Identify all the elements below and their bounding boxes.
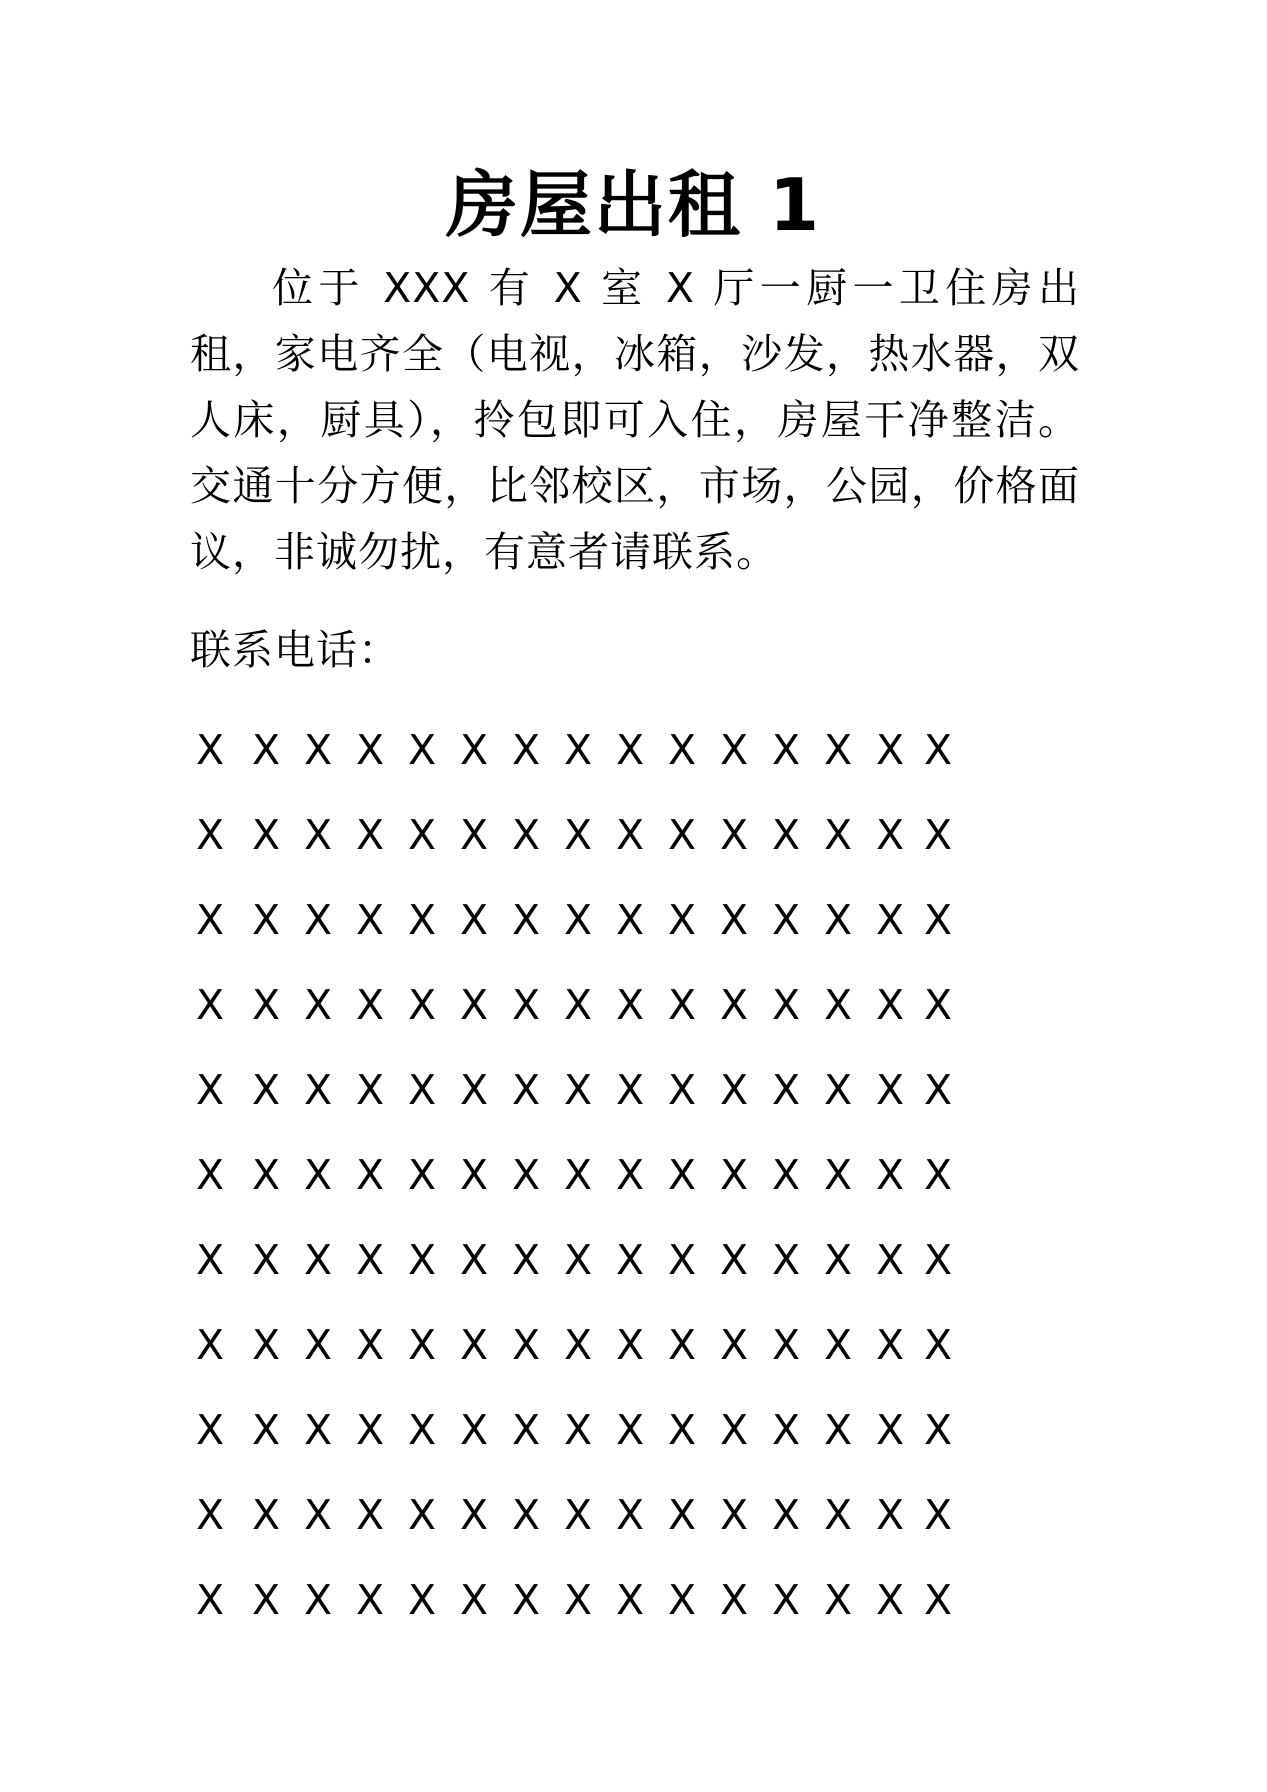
- grid-cell: X: [459, 1321, 489, 1369]
- grid-cell: X: [615, 1491, 645, 1539]
- grid-cell: X: [875, 1066, 905, 1114]
- grid-cell: X: [615, 896, 645, 944]
- grid-row: [190, 805, 1070, 890]
- grid-cell: X: [667, 1236, 697, 1284]
- grid-cell: X: [459, 1236, 489, 1284]
- grid-cell: X: [195, 896, 225, 944]
- grid-cell: X: [303, 1066, 333, 1114]
- grid-cell: X: [251, 1576, 281, 1624]
- grid-cell: X: [923, 1576, 953, 1624]
- grid-row: [190, 975, 1070, 1060]
- grid-cell: X: [823, 1066, 853, 1114]
- grid-cell: X: [355, 1406, 385, 1454]
- grid-cell: X: [563, 1491, 593, 1539]
- grid-cell: X: [407, 1406, 437, 1454]
- grid-cell: X: [511, 1151, 541, 1199]
- grid-cell: X: [355, 1491, 385, 1539]
- grid-cell: X: [303, 1321, 333, 1369]
- grid-cell: X: [355, 726, 385, 774]
- grid-cell: X: [195, 1321, 225, 1369]
- grid-cell: X: [251, 1151, 281, 1199]
- grid-cell: X: [615, 1576, 645, 1624]
- grid-cell: X: [511, 1406, 541, 1454]
- grid-cell: X: [195, 1151, 225, 1199]
- grid-cell: X: [195, 1236, 225, 1284]
- grid-cell: X: [823, 1321, 853, 1369]
- grid-cell: X: [303, 1406, 333, 1454]
- grid-cell: X: [355, 896, 385, 944]
- grid-cell: X: [615, 1151, 645, 1199]
- grid-cell: X: [195, 726, 225, 774]
- grid-cell: X: [355, 981, 385, 1029]
- grid-cell: X: [251, 981, 281, 1029]
- grid-cell: X: [875, 726, 905, 774]
- grid-cell: X: [407, 1491, 437, 1539]
- grid-cell: X: [355, 1151, 385, 1199]
- grid-cell: X: [771, 1236, 801, 1284]
- grid-cell: X: [407, 1576, 437, 1624]
- document-title: 房屋出租 1: [445, 163, 822, 247]
- grid-cell: X: [459, 811, 489, 859]
- grid-cell: X: [195, 811, 225, 859]
- grid-cell: X: [823, 726, 853, 774]
- grid-cell: X: [923, 1406, 953, 1454]
- grid-cell: X: [771, 726, 801, 774]
- grid-cell: X: [303, 1151, 333, 1199]
- grid-cell: X: [771, 1576, 801, 1624]
- grid-cell: X: [195, 981, 225, 1029]
- grid-cell: X: [823, 1576, 853, 1624]
- grid-cell: X: [563, 811, 593, 859]
- grid-cell: X: [875, 811, 905, 859]
- grid-cell: X: [459, 1066, 489, 1114]
- grid-row: [190, 1400, 1070, 1485]
- grid-cell: X: [771, 981, 801, 1029]
- grid-cell: X: [875, 1236, 905, 1284]
- grid-cell: X: [719, 1406, 749, 1454]
- grid-cell: X: [923, 1151, 953, 1199]
- grid-cell: X: [875, 1576, 905, 1624]
- grid-cell: X: [667, 981, 697, 1029]
- grid-cell: X: [355, 811, 385, 859]
- grid-cell: X: [923, 726, 953, 774]
- grid-cell: X: [251, 811, 281, 859]
- grid-cell: X: [719, 726, 749, 774]
- grid-row: [190, 1570, 1070, 1655]
- grid-cell: X: [459, 1491, 489, 1539]
- grid-cell: X: [923, 981, 953, 1029]
- grid-cell: X: [823, 1491, 853, 1539]
- grid-cell: X: [667, 1576, 697, 1624]
- grid-cell: X: [511, 1321, 541, 1369]
- grid-cell: X: [923, 1066, 953, 1114]
- grid-cell: X: [303, 1236, 333, 1284]
- grid-cell: X: [615, 1066, 645, 1114]
- grid-cell: X: [823, 811, 853, 859]
- grid-cell: X: [407, 1321, 437, 1369]
- grid-cell: X: [771, 1491, 801, 1539]
- grid-cell: X: [563, 1236, 593, 1284]
- grid-cell: X: [251, 896, 281, 944]
- grid-cell: X: [251, 1406, 281, 1454]
- grid-cell: X: [823, 896, 853, 944]
- grid-cell: X: [615, 1236, 645, 1284]
- grid-cell: X: [615, 1321, 645, 1369]
- grid-cell: X: [251, 1491, 281, 1539]
- grid-cell: X: [459, 1406, 489, 1454]
- grid-row: [190, 1315, 1070, 1400]
- grid-cell: X: [719, 1236, 749, 1284]
- grid-cell: X: [303, 726, 333, 774]
- grid-cell: X: [823, 1406, 853, 1454]
- grid-cell: X: [563, 1151, 593, 1199]
- tear-off-grid: [190, 720, 1070, 1655]
- grid-cell: X: [875, 896, 905, 944]
- grid-row: [190, 1230, 1070, 1315]
- grid-cell: X: [771, 1321, 801, 1369]
- grid-cell: X: [355, 1236, 385, 1284]
- grid-cell: X: [355, 1066, 385, 1114]
- grid-cell: X: [667, 1066, 697, 1114]
- grid-cell: X: [667, 811, 697, 859]
- grid-cell: X: [563, 896, 593, 944]
- grid-cell: X: [771, 1151, 801, 1199]
- grid-cell: X: [251, 1236, 281, 1284]
- grid-cell: X: [667, 1151, 697, 1199]
- grid-row: [190, 720, 1070, 805]
- grid-cell: X: [459, 896, 489, 944]
- grid-row: [190, 890, 1070, 975]
- grid-cell: X: [667, 1406, 697, 1454]
- grid-cell: X: [459, 1151, 489, 1199]
- grid-cell: X: [195, 1576, 225, 1624]
- grid-cell: X: [923, 896, 953, 944]
- grid-cell: X: [407, 1236, 437, 1284]
- grid-cell: X: [923, 1236, 953, 1284]
- grid-row: [190, 1145, 1070, 1230]
- grid-cell: X: [719, 1576, 749, 1624]
- grid-cell: X: [511, 726, 541, 774]
- grid-cell: X: [355, 1321, 385, 1369]
- grid-cell: X: [667, 896, 697, 944]
- document-body: 位于 XXX 有 X 室 X 厅一厨一卫住房出租，家电齐全（电视，冰箱，沙发，热水器，双人床，厨具），拎包即可入住，房屋干净整洁。交通十分方便，比邻校区，市场，公园，价格面议，非诚勿扰，有意者请联系。: [190, 264, 1080, 576]
- grid-cell: X: [303, 981, 333, 1029]
- grid-cell: X: [719, 981, 749, 1029]
- grid-cell: X: [823, 1151, 853, 1199]
- grid-row: [190, 1485, 1070, 1570]
- grid-cell: X: [303, 896, 333, 944]
- grid-cell: X: [511, 1576, 541, 1624]
- grid-cell: X: [875, 1151, 905, 1199]
- grid-cell: X: [719, 811, 749, 859]
- grid-cell: X: [875, 981, 905, 1029]
- grid-cell: X: [355, 1576, 385, 1624]
- grid-cell: X: [511, 1491, 541, 1539]
- grid-cell: X: [459, 1576, 489, 1624]
- grid-cell: X: [563, 1576, 593, 1624]
- grid-cell: X: [563, 1066, 593, 1114]
- grid-cell: X: [719, 1491, 749, 1539]
- grid-row: [190, 1060, 1070, 1145]
- grid-cell: X: [511, 1066, 541, 1114]
- grid-cell: X: [511, 981, 541, 1029]
- grid-cell: X: [875, 1491, 905, 1539]
- grid-cell: X: [303, 1576, 333, 1624]
- grid-cell: X: [407, 811, 437, 859]
- grid-cell: X: [875, 1406, 905, 1454]
- grid-cell: X: [563, 1321, 593, 1369]
- grid-cell: X: [511, 1236, 541, 1284]
- grid-cell: X: [615, 726, 645, 774]
- grid-cell: X: [407, 1151, 437, 1199]
- grid-cell: X: [459, 726, 489, 774]
- grid-cell: X: [195, 1406, 225, 1454]
- grid-cell: X: [923, 1491, 953, 1539]
- grid-cell: X: [667, 726, 697, 774]
- grid-cell: X: [719, 1066, 749, 1114]
- grid-cell: X: [771, 1406, 801, 1454]
- grid-cell: X: [823, 981, 853, 1029]
- grid-cell: X: [719, 896, 749, 944]
- grid-cell: X: [251, 726, 281, 774]
- grid-cell: X: [563, 1406, 593, 1454]
- grid-cell: X: [875, 1321, 905, 1369]
- grid-cell: X: [407, 1066, 437, 1114]
- grid-cell: X: [719, 1151, 749, 1199]
- grid-cell: X: [563, 981, 593, 1029]
- grid-cell: X: [251, 1321, 281, 1369]
- grid-cell: X: [771, 896, 801, 944]
- contact-phone-label: 联系电话：: [190, 626, 400, 674]
- grid-cell: X: [459, 981, 489, 1029]
- grid-cell: X: [615, 981, 645, 1029]
- grid-cell: X: [407, 981, 437, 1029]
- grid-cell: X: [407, 896, 437, 944]
- grid-cell: X: [823, 1236, 853, 1284]
- grid-cell: X: [511, 811, 541, 859]
- grid-cell: X: [923, 811, 953, 859]
- grid-cell: X: [195, 1491, 225, 1539]
- grid-cell: X: [771, 811, 801, 859]
- grid-cell: X: [615, 811, 645, 859]
- grid-cell: X: [923, 1321, 953, 1369]
- grid-cell: X: [771, 1066, 801, 1114]
- grid-cell: X: [667, 1491, 697, 1539]
- grid-cell: X: [251, 1066, 281, 1114]
- grid-cell: X: [615, 1406, 645, 1454]
- grid-cell: X: [195, 1066, 225, 1114]
- grid-cell: X: [407, 726, 437, 774]
- grid-cell: X: [511, 896, 541, 944]
- grid-cell: X: [303, 1491, 333, 1539]
- grid-cell: X: [303, 811, 333, 859]
- grid-cell: X: [563, 726, 593, 774]
- grid-cell: X: [719, 1321, 749, 1369]
- grid-cell: X: [667, 1321, 697, 1369]
